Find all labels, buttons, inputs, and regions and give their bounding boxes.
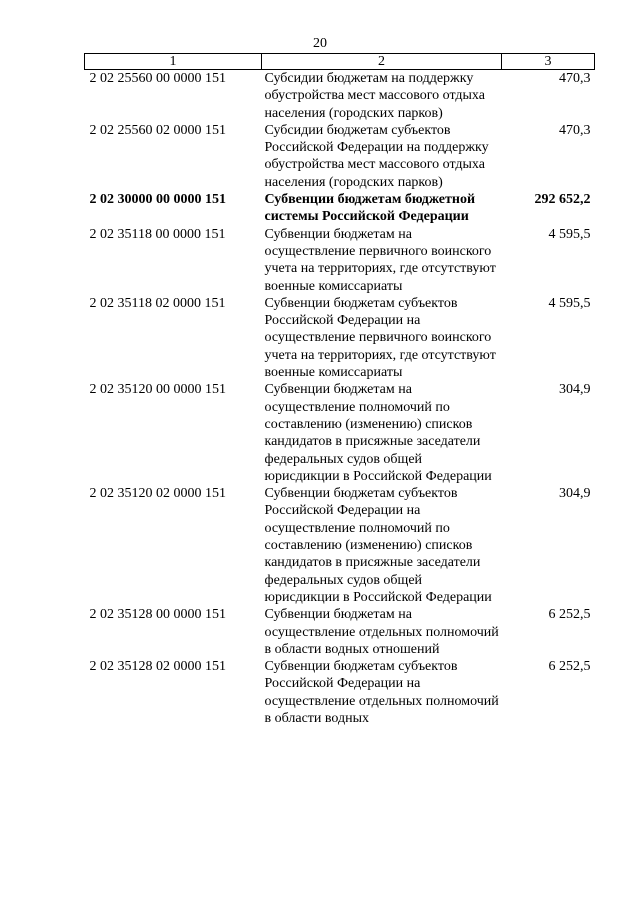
row-code: 2 02 35120 00 0000 151 <box>89 382 226 398</box>
table-row-total <box>85 191 595 226</box>
page-number: 20 <box>313 36 327 51</box>
table-row <box>85 381 595 485</box>
row-name: Субсидии бюджетам субъектов Российской Федерации на поддержку обустройства мест массового отдыха населения (городских парков) <box>264 122 489 190</box>
row-code: 2 02 25560 02 0000 151 <box>89 122 226 138</box>
row-code: 2 02 35120 02 0000 151 <box>89 486 226 502</box>
header-row <box>85 54 595 70</box>
row-amount: 6 252,5 <box>548 607 591 623</box>
table-row <box>85 295 595 381</box>
row-amount: 304,9 <box>559 382 591 398</box>
row-name: Субвенции бюджетам на осуществление первичного воинского учета на территориях, где отсутствуют военные комиссариаты <box>264 226 496 294</box>
row-amount: 304,9 <box>559 486 591 502</box>
row-name: Субвенции бюджетам субъектов Российской Федерации на осуществление первичного воинского учета на территориях, где отсутствуют военные комиссариаты <box>264 295 496 381</box>
table-body <box>85 70 595 728</box>
row-name: Субвенции бюджетам бюджетной системы Российской Федерации <box>264 192 476 225</box>
row-amount: 292 652,2 <box>534 192 591 208</box>
row-code: 2 02 25560 00 0000 151 <box>89 71 226 86</box>
row-amount: 4 595,5 <box>548 226 591 242</box>
table-row <box>85 606 595 658</box>
row-code: 2 02 35128 00 0000 151 <box>89 607 226 623</box>
row-code: 2 02 35118 00 0000 151 <box>89 226 226 242</box>
row-name: Субвенции бюджетам субъектов Российской Федерации на осуществление полномочий по составлению (изменению) списков кандидатов в присяжные заседатели федеральных судов общей юрисдикции в Российской Федерации <box>264 486 492 605</box>
row-code: 2 02 35118 02 0000 151 <box>89 295 226 311</box>
table-row <box>85 70 595 122</box>
row-amount: 470,3 <box>559 122 591 138</box>
row-name: Субвенции бюджетам субъектов Российской Федерации на осуществление отдельных полномочий в области водных <box>264 659 499 726</box>
row-code: 2 02 35128 02 0000 151 <box>89 659 226 675</box>
header-col-3: 3 <box>502 54 595 70</box>
table-row <box>85 226 595 295</box>
row-name: Субвенции бюджетам на осуществление отдельных полномочий в области водных отношений <box>264 607 499 657</box>
header-col-1: 1 <box>85 54 262 70</box>
row-name: Субсидии бюджетам на поддержку обустройства мест массового отдыха населения (городских парков) <box>264 71 485 121</box>
table-row <box>85 658 595 727</box>
header-col-2: 2 <box>262 54 502 70</box>
row-code: 2 02 30000 00 0000 151 <box>89 192 226 208</box>
budget-table <box>84 53 595 727</box>
row-amount: 4 595,5 <box>548 295 591 311</box>
table-header <box>85 54 595 70</box>
row-amount: 470,3 <box>559 71 591 86</box>
table-row <box>85 485 595 606</box>
row-name: Субвенции бюджетам на осуществление полномочий по составлению (изменению) списков кандидатов в присяжные заседатели федеральных судов общей юрисдикции в Российской Федерации <box>264 382 492 484</box>
table-row <box>85 122 595 191</box>
row-amount: 6 252,5 <box>548 659 591 675</box>
